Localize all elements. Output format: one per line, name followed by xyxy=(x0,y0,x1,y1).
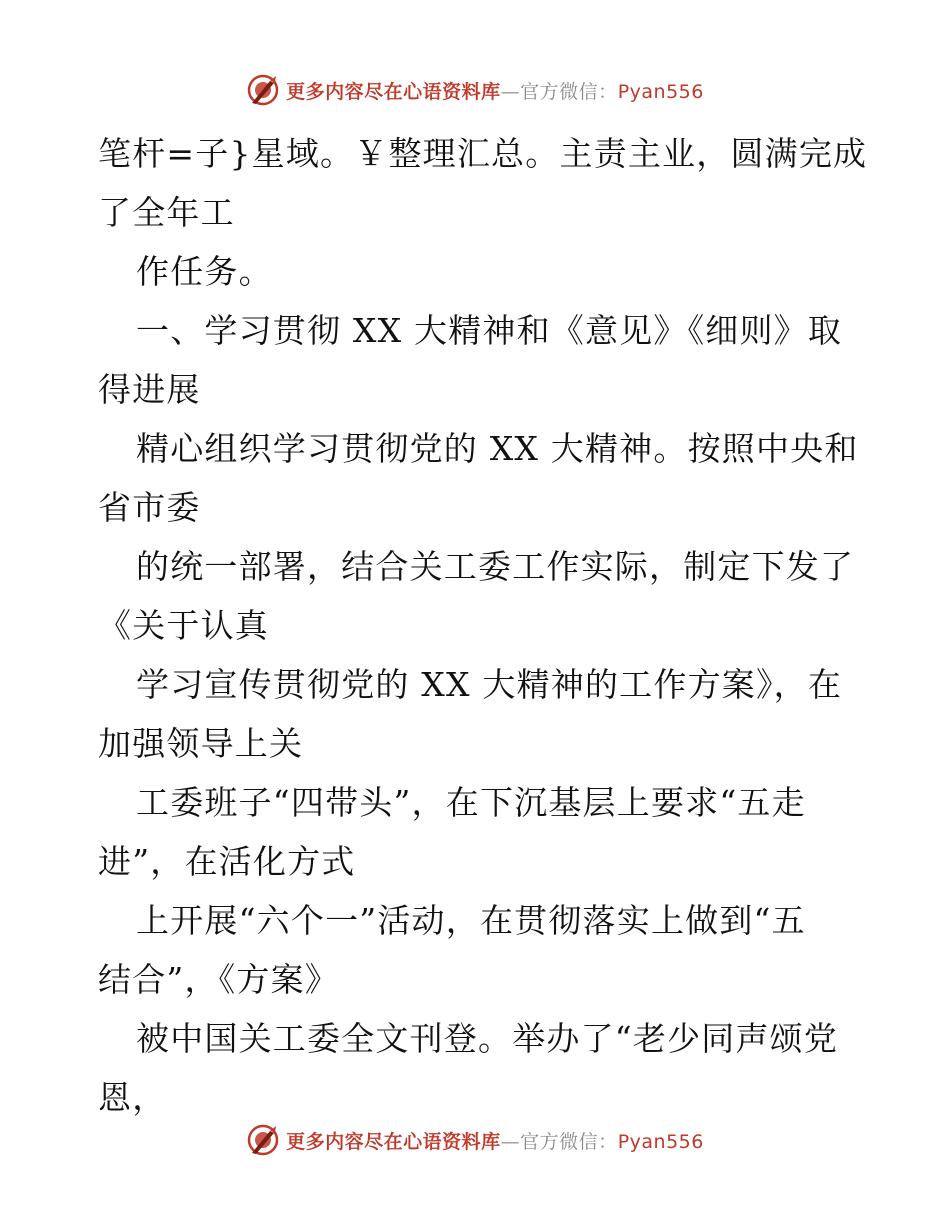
footer-banner xyxy=(0,1118,950,1162)
body-line: 《关于认真 xyxy=(98,606,269,645)
body-line: 得进展 xyxy=(98,370,201,409)
body-line: 上开展“六个一”活动，在贯彻落实上做到“五 xyxy=(136,901,806,940)
body-line: 一、学习贯彻 XX 大精神和《意见》《细则》取 xyxy=(136,311,843,350)
site-name: 更多内容尽在心语资料库 xyxy=(286,1130,501,1153)
body-line: 笔杆=子}星域。￥整理汇总。主责主业，圆满完成 xyxy=(98,134,868,173)
quill-pen-logo-icon xyxy=(246,73,280,107)
wechat-id: Pyan556 xyxy=(617,80,704,103)
body-line: 结合”，《方案》 xyxy=(98,960,339,999)
body-line: 被中国关工委全文刊登。举办了“老少同声颂党 xyxy=(136,1019,839,1058)
body-line: 了全年工 xyxy=(98,193,235,232)
separator-dash: — xyxy=(500,80,521,103)
body-line: 省市委 xyxy=(98,488,201,527)
separator-dash: — xyxy=(500,1130,521,1153)
wechat-id: Pyan556 xyxy=(617,1130,704,1153)
body-line: 学习宣传贯彻党的 XX 大精神的工作方案》，在 xyxy=(136,665,843,704)
wechat-label: 官方微信： xyxy=(520,1130,618,1153)
body-line: 精心组织学习贯彻党的 XX 大精神。按照中央和 xyxy=(136,429,859,468)
document-body xyxy=(98,124,868,1127)
body-line: 工委班子“四带头”，在下沉基层上要求“五走 xyxy=(136,783,806,822)
header-banner-text xyxy=(286,77,704,104)
body-line: 进”，在活化方式 xyxy=(98,842,356,881)
wechat-label: 官方微信： xyxy=(520,80,618,103)
footer-banner-text xyxy=(286,1127,704,1154)
body-line: 加强领导上关 xyxy=(98,724,304,763)
quill-pen-logo-icon xyxy=(246,1123,280,1157)
header-banner xyxy=(0,68,950,112)
body-line: 恩， xyxy=(98,1078,167,1117)
site-name: 更多内容尽在心语资料库 xyxy=(286,80,501,103)
body-line: 作任务。 xyxy=(136,252,273,291)
body-line: 的统一部署，结合关工委工作实际，制定下发了 xyxy=(136,547,855,586)
